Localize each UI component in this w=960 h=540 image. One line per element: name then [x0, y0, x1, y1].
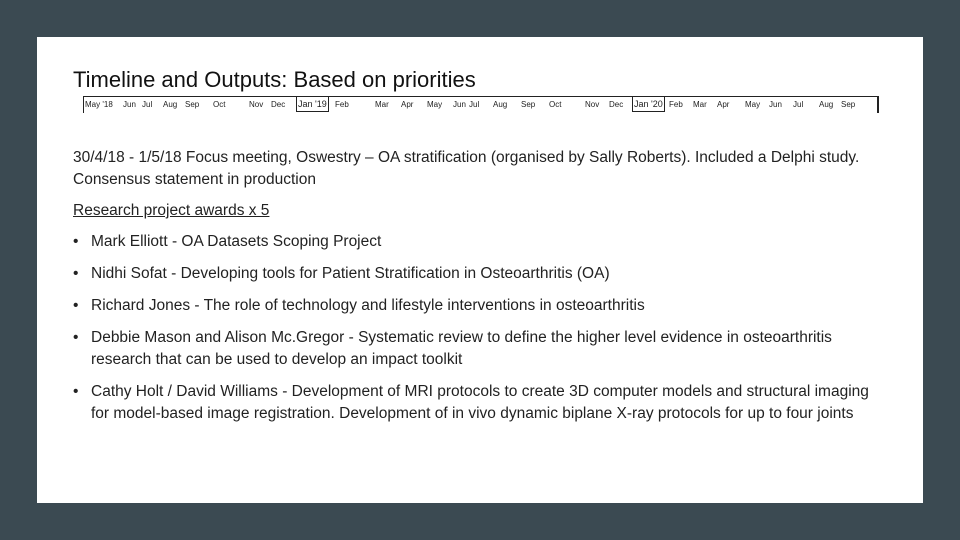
list-item [73, 231, 888, 253]
timeline-tick: Aug [819, 100, 834, 109]
timeline-bar [83, 96, 879, 113]
timeline-tick: Nov [585, 100, 600, 109]
timeline-tick: Jul [142, 100, 153, 109]
list-item [73, 263, 888, 285]
list-item [73, 295, 888, 317]
awards-heading: Research project awards x 5 [73, 202, 270, 219]
timeline-tick: May [745, 100, 761, 109]
timeline-tick: May [427, 100, 443, 109]
award-text: Debbie Mason and Alison Mc.Gregor - Systematic review to define the higher level evidence in osteoarthritis research that can be used to develop an impact toolkit [91, 329, 832, 368]
timeline-tick: Sep [841, 100, 856, 109]
timeline-tick: Oct [213, 100, 226, 109]
timeline-tick: Jan '20 [632, 97, 665, 112]
slide-title: Timeline and Outputs: Based on priorities [73, 67, 476, 92]
award-text: Mark Elliott - OA Datasets Scoping Project [91, 233, 382, 250]
timeline-tick: Jun [769, 100, 782, 109]
timeline-tick: Sep [185, 100, 200, 109]
timeline-tick: Nov [249, 100, 264, 109]
list-item [73, 381, 888, 425]
award-text: Cathy Holt / David Williams - Development of MRI protocols to create 3D computer models and structural imaging for model-based image registration. Development of in vivo dynamic biplane X-ray protocols for up to four joints [91, 383, 869, 422]
bullet-icon: • [73, 329, 79, 346]
slide-body [73, 147, 888, 435]
timeline-tick: Oct [549, 100, 562, 109]
timeline-tick: Jan '19 [296, 97, 329, 112]
timeline-tick: Feb [335, 100, 349, 109]
timeline-tick: Jul [793, 100, 804, 109]
awards-list [73, 231, 888, 425]
bullet-icon: • [73, 265, 79, 282]
timeline-tick: Sep [521, 100, 536, 109]
timeline-tick: Feb [669, 100, 683, 109]
award-text: Nidhi Sofat - Developing tools for Patient Stratification in Osteoarthritis (OA) [91, 265, 610, 282]
award-text: Richard Jones - The role of technology and lifestyle interventions in osteoarthritis [91, 297, 645, 314]
bullet-icon: • [73, 233, 79, 250]
timeline-tick: Jun [123, 100, 136, 109]
timeline-tick: Mar [375, 100, 389, 109]
list-item [73, 327, 888, 371]
timeline-tick: Mar [693, 100, 707, 109]
timeline-tick: Dec [609, 100, 624, 109]
timeline-tick: Aug [163, 100, 178, 109]
intro-paragraph: 30/4/18 - 1/5/18 Focus meeting, Oswestry – OA stratification (organised by Sally Roberts). Included a Delphi study. Consensus statement in production [73, 149, 860, 188]
timeline-tick: Aug [493, 100, 508, 109]
bullet-icon: • [73, 297, 79, 314]
slide [37, 37, 923, 503]
timeline-tick: Jul [469, 100, 480, 109]
timeline-tick: May '18 [85, 100, 113, 109]
timeline-tick: Dec [271, 100, 286, 109]
timeline-tick: Apr [401, 100, 414, 109]
bullet-icon: • [73, 383, 79, 400]
timeline-tick: Jun [453, 100, 466, 109]
timeline-tick: Apr [717, 100, 730, 109]
